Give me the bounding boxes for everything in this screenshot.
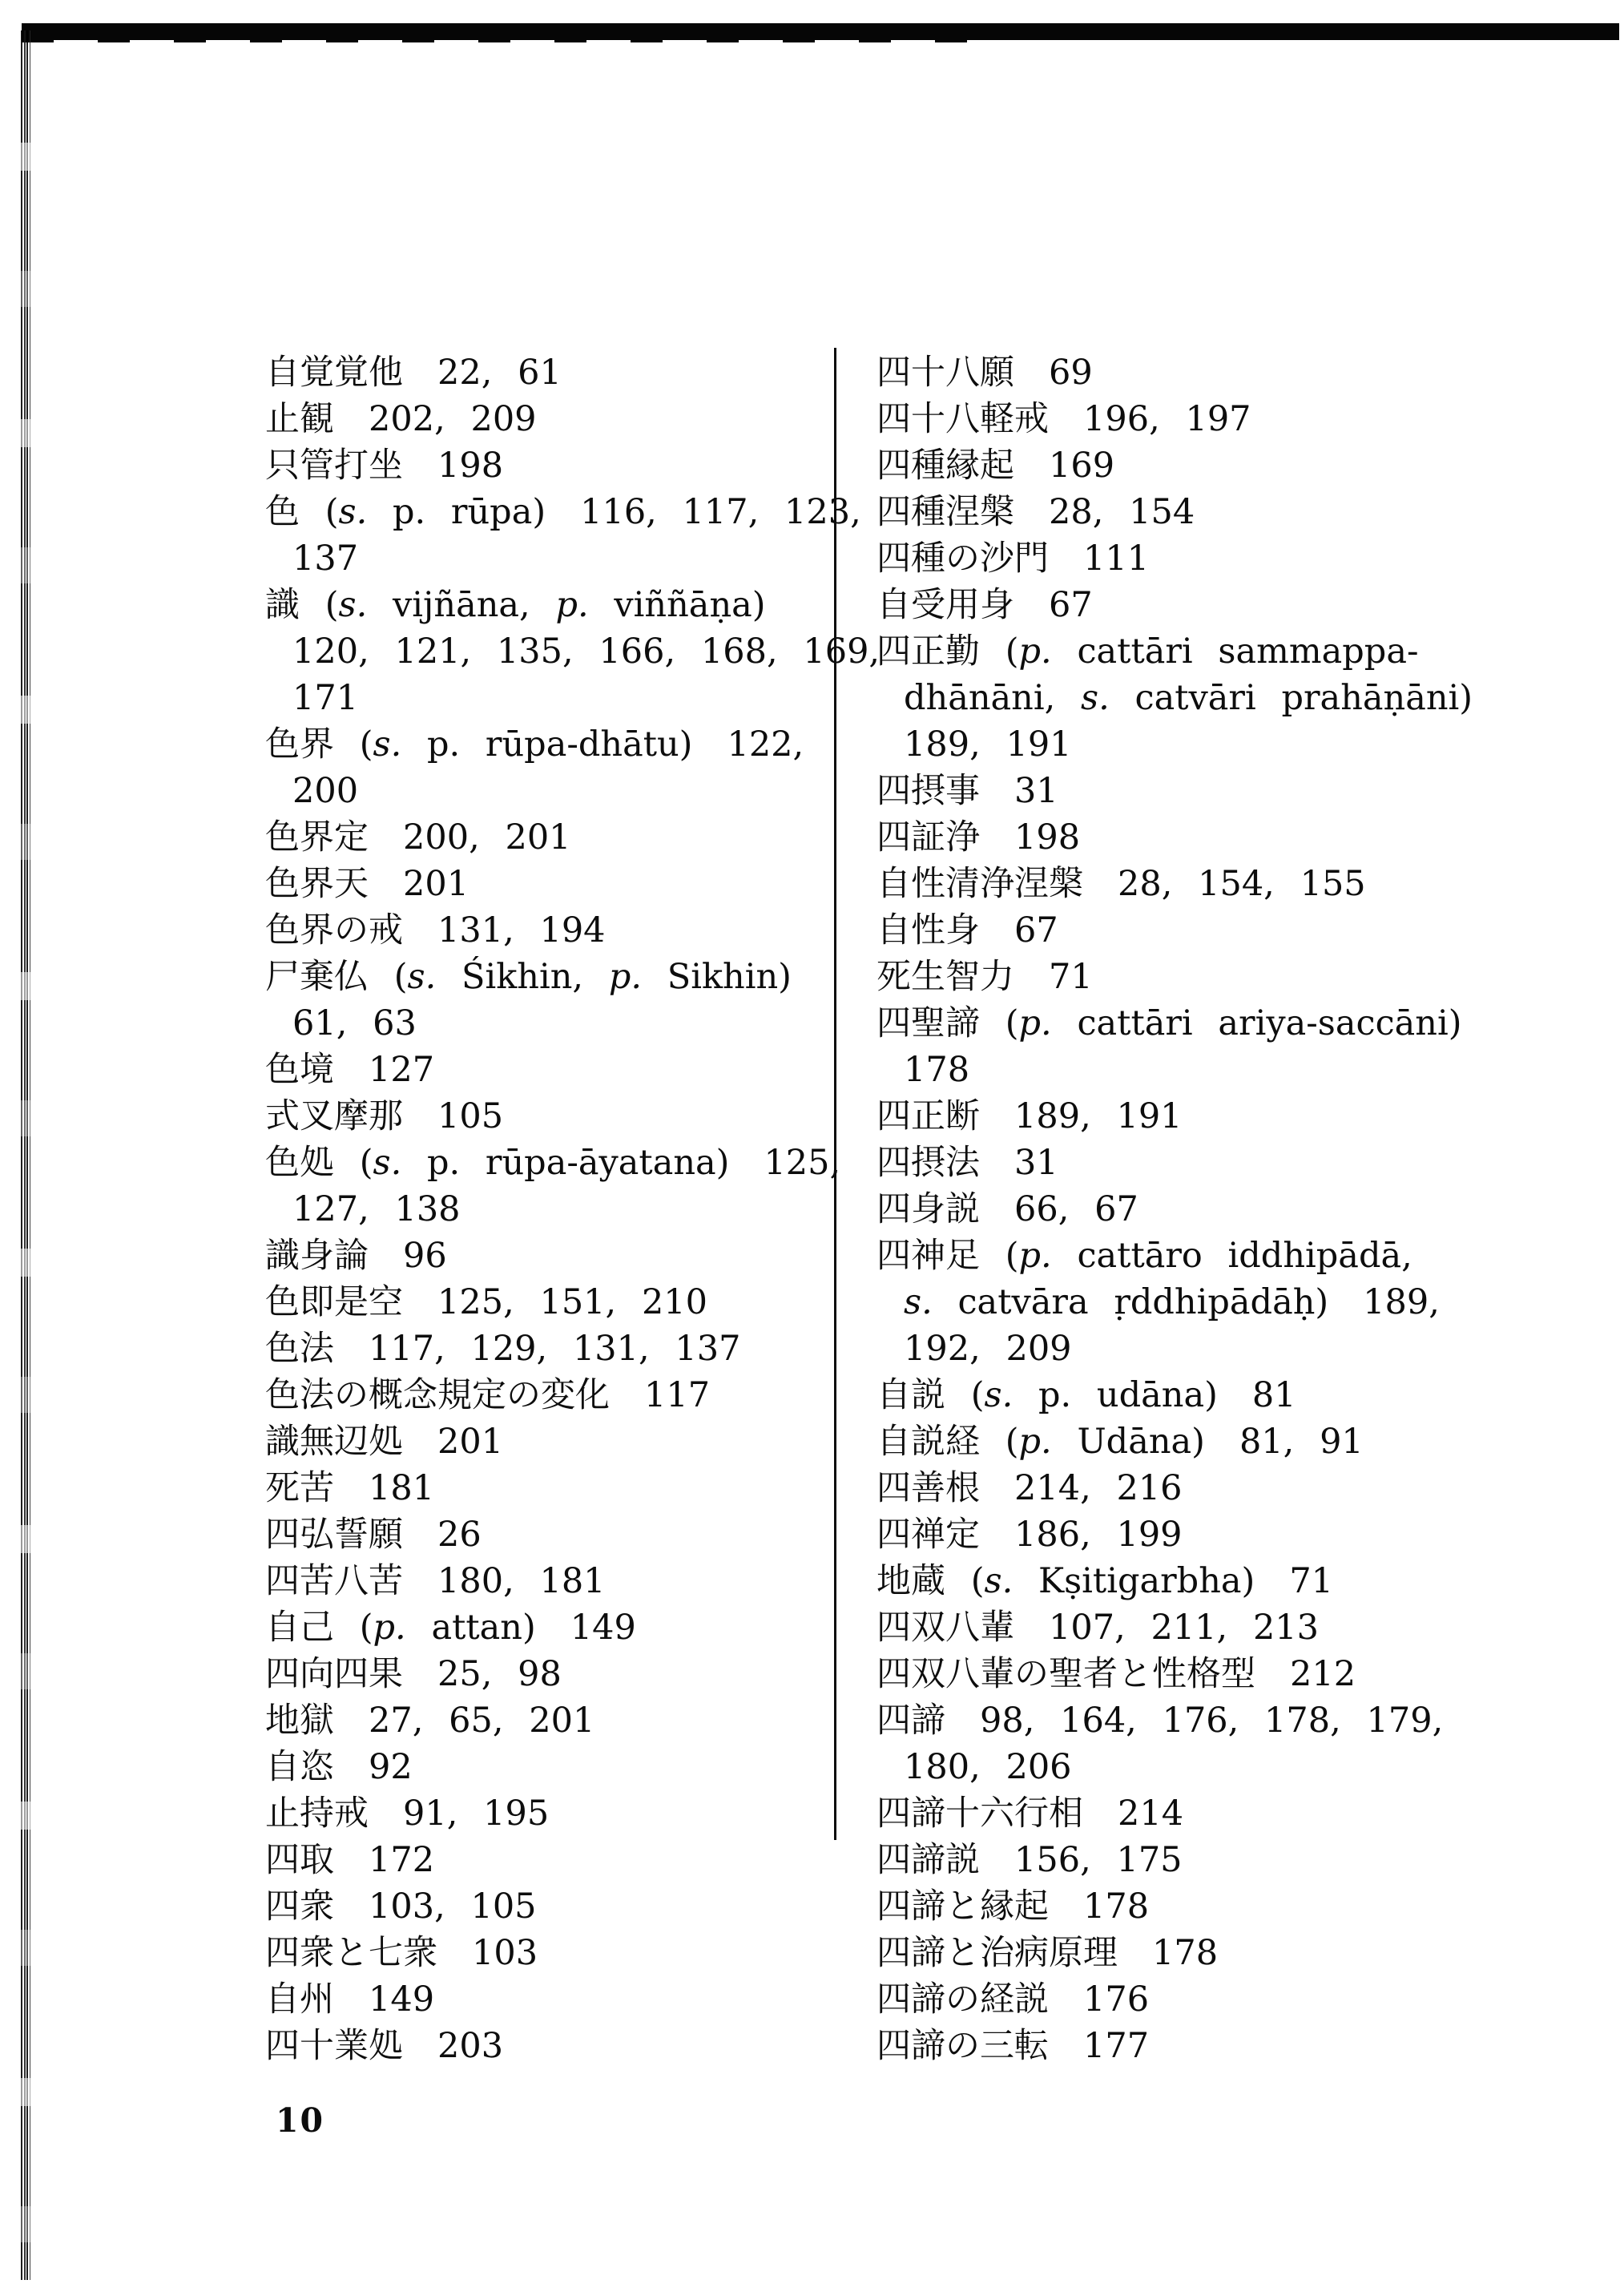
index-entry xyxy=(876,349,1614,396)
index-entry xyxy=(265,1326,836,1372)
index-entry xyxy=(265,1233,836,1279)
entry-line: 自州 149 xyxy=(265,1979,435,2020)
entry-line-continuation: 180, 206 xyxy=(904,1747,1072,1787)
scan-artifact-left-streaks xyxy=(21,30,33,2280)
entry-line: 四十八願 69 xyxy=(876,353,1093,393)
entry-line: 色界定 200, 201 xyxy=(265,817,571,857)
index-entry xyxy=(265,489,861,582)
index-entry xyxy=(876,814,1614,861)
entry-line: 自己 (p. attan) 149 xyxy=(265,1608,636,1648)
index-entry xyxy=(876,1651,1614,1697)
entry-line-continuation: 189, 191 xyxy=(904,724,1072,765)
scan-artifact-top-bar xyxy=(22,23,1619,40)
index-entry xyxy=(876,535,1614,582)
index-entry xyxy=(876,1883,1614,1930)
index-entry xyxy=(265,814,836,861)
entry-line: 四弘誓願 26 xyxy=(265,1515,482,1555)
entry-line: 四摂事 31 xyxy=(876,771,1058,811)
entry-line: 色界 (s. p. rūpa-dhātu) 122, xyxy=(265,724,804,765)
index-entry xyxy=(265,1837,836,1883)
entry-line: 識 (s. vijñāna, p. viññāṇa) xyxy=(265,585,766,625)
entry-line: 死生智力 71 xyxy=(876,957,1093,997)
entry-line: 四苦八苦 180, 181 xyxy=(265,1561,606,1601)
index-entry xyxy=(265,1418,836,1465)
entry-line-continuation: 200 xyxy=(292,771,359,811)
entry-line: 四種縁起 169 xyxy=(876,446,1115,486)
index-entry xyxy=(265,1047,836,1093)
entry-line: 色界天 201 xyxy=(265,864,469,904)
entry-line: 自説経 (p. Udāna) 81, 91 xyxy=(876,1422,1364,1462)
entry-line: 自説 (s. p. udāna) 81 xyxy=(876,1375,1296,1415)
index-entry xyxy=(265,1558,836,1604)
entry-line: 死苦 181 xyxy=(265,1468,435,1508)
index-entry xyxy=(876,1976,1614,2023)
index-entry xyxy=(876,1604,1614,1651)
entry-line: 尸棄仏 (s. Śikhin, p. Sikhin) xyxy=(265,957,792,997)
index-entry xyxy=(876,582,1614,628)
entry-line: 色処 (s. p. rūpa-āyatana) 125, xyxy=(265,1143,841,1183)
entry-line: 色法 117, 129, 131, 137 xyxy=(265,1329,741,1369)
entry-line: 自覚覚他 22, 61 xyxy=(265,353,562,393)
index-entry xyxy=(876,768,1614,814)
index-entry xyxy=(265,1976,836,2023)
entry-line: 色境 127 xyxy=(265,1050,435,1090)
entry-line-continuation: 137 xyxy=(292,539,359,579)
entry-line: 四種涅槃 28, 154 xyxy=(876,492,1195,532)
entry-line: 色界の戒 131, 194 xyxy=(265,910,606,950)
index-entry xyxy=(265,1930,836,1976)
entry-line: 自性身 67 xyxy=(876,910,1058,950)
entry-line: 四諦と治病原理 178 xyxy=(876,1933,1219,1973)
entry-line: 色法の概念規定の変化 117 xyxy=(265,1375,711,1415)
index-entry xyxy=(265,1604,836,1651)
entry-line-continuation: dhānāni, s. catvāri prahāṇāni) xyxy=(904,678,1473,718)
entry-line: 四双八輩の聖者と性格型 212 xyxy=(876,1654,1356,1694)
entry-line: 自受用身 67 xyxy=(876,585,1093,625)
index-entry xyxy=(876,1186,1614,1233)
index-entry xyxy=(265,1511,836,1558)
index-entry xyxy=(265,349,836,396)
index-entry xyxy=(265,1790,836,1837)
entry-line: 四証浄 198 xyxy=(876,817,1081,857)
index-entry xyxy=(876,1837,1614,1883)
index-entry xyxy=(876,1697,1614,1790)
index-entry xyxy=(265,1883,836,1930)
index-entry xyxy=(876,1000,1614,1093)
index-entry xyxy=(876,1093,1614,1140)
index-entry xyxy=(265,1697,836,1744)
index-entry xyxy=(876,396,1614,442)
entry-line: 四正勤 (p. cattāri sammappa- xyxy=(876,632,1419,672)
index-entry xyxy=(265,442,836,489)
index-entry xyxy=(876,442,1614,489)
entry-line: 四諦の経説 176 xyxy=(876,1979,1150,2020)
entry-line: 識無辺処 201 xyxy=(265,1422,504,1462)
entry-line: 只管打坐 198 xyxy=(265,446,504,486)
entry-line: 四正断 189, 191 xyxy=(876,1096,1183,1136)
entry-line: 四禅定 186, 199 xyxy=(876,1515,1183,1555)
entry-line: 四双八輩 107, 211, 213 xyxy=(876,1608,1320,1648)
index-entry xyxy=(265,1279,836,1326)
entry-line: 識身論 96 xyxy=(265,1236,447,1276)
index-entry xyxy=(265,907,836,954)
entry-line: 四諦説 156, 175 xyxy=(876,1840,1183,1880)
entry-line: 色 (s. p. rūpa) 116, 117, 123, xyxy=(265,492,861,532)
entry-line: 四種の沙門 111 xyxy=(876,539,1150,579)
entry-line-continuation: 171 xyxy=(292,678,359,718)
index-entry xyxy=(876,1558,1614,1604)
entry-line: 止持戒 91, 195 xyxy=(265,1794,550,1834)
index-entry xyxy=(876,1511,1614,1558)
index-entry xyxy=(265,954,836,1047)
index-column-left xyxy=(265,349,881,2069)
entry-line: 四摂法 31 xyxy=(876,1143,1058,1183)
entry-line: 四神足 (p. cattāro iddhipādā, xyxy=(876,1236,1412,1276)
entry-line: 地獄 27, 65, 201 xyxy=(265,1701,595,1741)
entry-line: 四聖諦 (p. cattāri ariya-saccāni) xyxy=(876,1003,1462,1043)
entry-line: 四衆 103, 105 xyxy=(265,1886,537,1927)
index-entry xyxy=(876,1930,1614,1976)
entry-line: 色即是空 125, 151, 210 xyxy=(265,1282,708,1322)
entry-line: 四衆と七衆 103 xyxy=(265,1933,538,1973)
index-entry xyxy=(876,1233,1614,1372)
index-entry xyxy=(265,582,881,721)
entry-line: 四諦 98, 164, 176, 178, 179, xyxy=(876,1701,1444,1741)
index-entry xyxy=(876,1140,1614,1186)
entry-line: 四善根 214, 216 xyxy=(876,1468,1183,1508)
entry-line: 四取 172 xyxy=(265,1840,435,1880)
entry-line: 四十八軽戒 196, 197 xyxy=(876,399,1251,439)
index-entry xyxy=(876,861,1614,907)
index-entry xyxy=(876,1418,1614,1465)
entry-line-continuation: 61, 63 xyxy=(292,1003,417,1043)
index-entry xyxy=(265,1140,841,1233)
entry-line: 四諦と縁起 178 xyxy=(876,1886,1150,1927)
entry-line: 四諦の三転 177 xyxy=(876,2026,1150,2066)
index-entry xyxy=(876,1465,1614,1511)
entry-line-continuation: 192, 209 xyxy=(904,1329,1072,1369)
index-entry xyxy=(265,1465,836,1511)
entry-line: 四身説 66, 67 xyxy=(876,1189,1138,1229)
index-entry xyxy=(265,1372,836,1418)
entry-line: 自恣 92 xyxy=(265,1747,413,1787)
entry-line: 地蔵 (s. Kṣitigarbha) 71 xyxy=(876,1561,1334,1601)
index-entry xyxy=(265,396,836,442)
index-entry xyxy=(265,2023,836,2069)
index-entry xyxy=(265,1093,836,1140)
entry-line-continuation: 178 xyxy=(904,1050,970,1090)
entry-line-continuation: 127, 138 xyxy=(292,1189,461,1229)
entry-line: 四諦十六行相 214 xyxy=(876,1794,1184,1834)
entry-line-continuation: s. catvāra ṛddhipādāḥ) 189, xyxy=(904,1282,1440,1322)
index-entry xyxy=(876,2023,1614,2069)
index-entry xyxy=(876,489,1614,535)
entry-line: 止観 202, 209 xyxy=(265,399,537,439)
index-entry xyxy=(265,1744,836,1790)
index-entry xyxy=(265,1651,836,1697)
index-entry xyxy=(876,628,1614,768)
index-entry xyxy=(876,1790,1614,1837)
index-entry xyxy=(876,1372,1614,1418)
page-number: 10 xyxy=(276,2101,325,2140)
entry-line-continuation: 120, 121, 135, 166, 168, 169, xyxy=(292,632,881,672)
entry-line: 自性清浄涅槃 28, 154, 155 xyxy=(876,864,1366,904)
index-entry xyxy=(265,861,836,907)
index-column-right xyxy=(876,349,1614,2069)
index-entry xyxy=(876,907,1614,954)
index-entry xyxy=(265,721,836,814)
entry-line: 四十業処 203 xyxy=(265,2026,504,2066)
entry-line: 式叉摩那 105 xyxy=(265,1096,504,1136)
entry-line: 四向四果 25, 98 xyxy=(265,1654,562,1694)
index-entry xyxy=(876,954,1614,1000)
